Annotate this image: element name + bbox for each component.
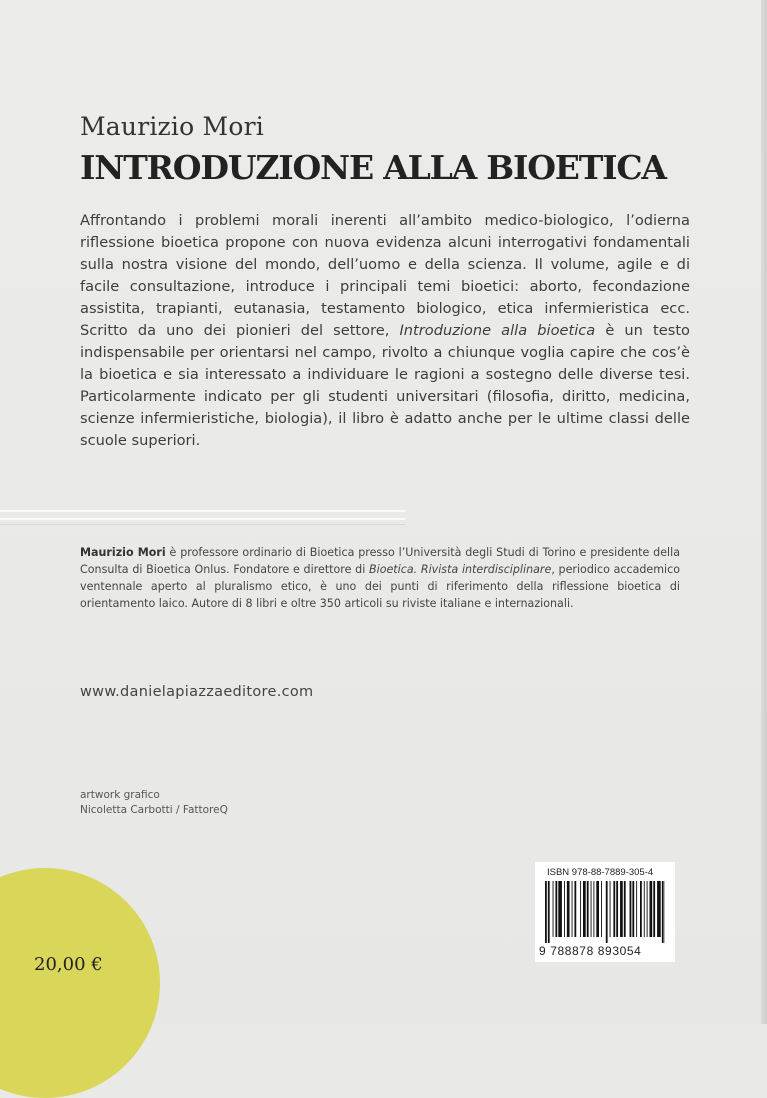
description-text-1: Affrontando i problemi morali inerenti all’ambito medico-biologico, l’odierna riflessione bioetica propone con nuova evidenza alcuni interrogativi fondamentali sulla nostra visione del mondo, dell’uomo e della scienza. Il volume, agile e di facile consultazione, introduce i principali temi bioetici: aborto, fecondazione assistita, trapianti, eutanasia, testamento biologico, etica infermieristica ecc. Scritto da uno dei pionieri del settore, [80, 212, 690, 339]
barcode-bar [553, 881, 554, 937]
publisher-website: www.danielapiazzaeditore.com [80, 684, 313, 700]
barcode-bar [580, 881, 581, 937]
barcode-bar [572, 881, 573, 937]
barcode-bar [620, 881, 623, 937]
barcode-bar [545, 881, 547, 943]
barcode-bar [650, 881, 653, 937]
barcode-bar [596, 881, 599, 937]
barcode-bar [632, 881, 634, 937]
barcode-digits: 9 788878 893054 [539, 944, 673, 958]
barcode-bar [630, 881, 632, 937]
author-bio [80, 544, 680, 612]
barcode-bar [601, 881, 602, 937]
credit-label: artwork grafico [80, 788, 228, 803]
barcode-bar [644, 881, 645, 937]
barcode-bar [653, 881, 655, 937]
description-text-2: è un testo indispensabile per orientarsi nel campo, rivolto a chiunque voglia capire che cos’è la bioetica e sia interessato a individuare le ragioni a sostegno delle diverse tesi. Particolarmente indicato per gli studenti universitari (filosofia, diritto, medicina, scienze infermieristiche, biologia), il libro è adatto anche per le ultime classi delle scuole superiori. [80, 322, 690, 449]
artwork-credit [80, 788, 228, 818]
credit-name: Nicoletta Carbotti / FattoreQ [80, 803, 228, 818]
bio-text-2: , periodico accademico ventennale aperto al pluralismo etico, è uno dei punti di riferimento della riflessione bioetica di orientamento laico. Autore di 8 libri e oltre 350 articoli su riviste italiane e internazionali. [80, 563, 680, 610]
author-name: Maurizio Mori [80, 112, 264, 141]
divider-line [0, 524, 405, 525]
bio-text-1: è professore ordinario di Bioetica presso l’Università degli Studi di Torino e presidente della Consulta di Bioetica Onlus. Fondatore e direttore di [80, 546, 680, 576]
barcode-bar [662, 881, 664, 943]
bio-author-name: Maurizio Mori [80, 546, 166, 559]
barcode-icon [545, 881, 665, 943]
barcode-bar [583, 881, 586, 937]
isbn-number: ISBN 978-88-7889-305-4 [547, 867, 653, 878]
barcode-bar [558, 881, 562, 937]
barcode-bar [636, 881, 637, 937]
barcode-bar [647, 881, 648, 937]
book-description [80, 210, 690, 452]
barcode-bar [587, 881, 589, 937]
barcode-bar [564, 881, 565, 937]
cover-edge-shadow [761, 0, 767, 1024]
divider-line [0, 518, 405, 520]
barcode-bar [555, 881, 557, 937]
barcode-bar [567, 881, 570, 937]
barcode-panel [535, 862, 675, 962]
barcode-bar [624, 881, 626, 937]
description-book-title: Introduzione alla bioetica [399, 322, 595, 339]
barcode-bar [640, 881, 642, 937]
barcode-bar [606, 881, 608, 943]
barcode-bar [657, 881, 661, 937]
divider-line [0, 510, 405, 512]
bio-journal-title: Bioetica. Rivista interdisciplinare [369, 563, 551, 576]
barcode-bar [610, 881, 611, 937]
price-label: 20,00 € [34, 954, 103, 975]
barcode-bar [574, 881, 576, 937]
barcode-bar [593, 881, 594, 937]
barcode-bar [548, 881, 550, 943]
barcode-bar [616, 881, 618, 937]
book-title: INTRODUZIONE ALLA BIOETICA [80, 148, 666, 187]
barcode-bar [591, 881, 592, 937]
barcode-bar [613, 881, 615, 937]
